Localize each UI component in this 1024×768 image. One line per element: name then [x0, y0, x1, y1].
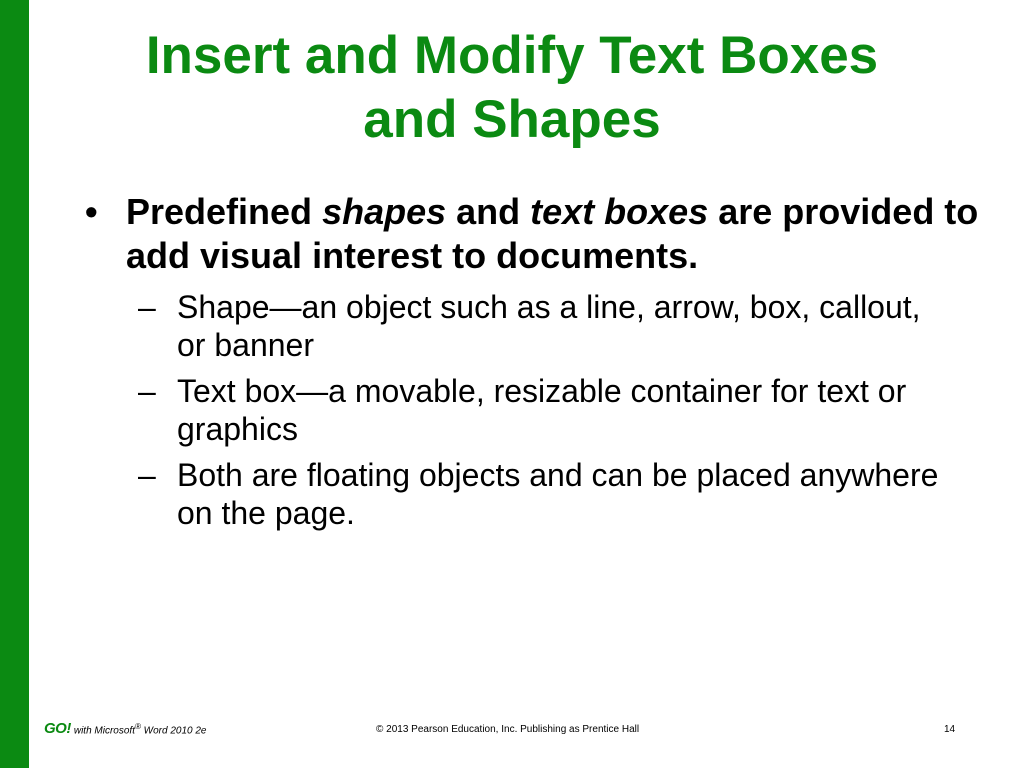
- sub-bullet-text-box: [80, 372, 957, 448]
- main-bullet-text-2: and: [446, 191, 531, 232]
- main-bullet-emphasis-shapes: shapes: [322, 191, 447, 232]
- sub-bullet-marker: –: [138, 373, 156, 409]
- footer-brand: [44, 721, 206, 737]
- main-bullet: [80, 190, 980, 278]
- footer-product: [74, 722, 207, 736]
- footer-product-suffix: Word 2010 2e: [140, 725, 207, 736]
- sub-bullet-text: Both are floating objects and can be placed anywhere on the page.: [177, 457, 939, 531]
- main-bullet-emphasis-text-boxes: text boxes: [530, 191, 709, 232]
- sub-bullet-list: [80, 288, 980, 532]
- footer-product-prefix: with Microsoft: [73, 725, 135, 736]
- slide-title-line-2: and Shapes: [363, 90, 661, 149]
- sub-bullet-shape: [80, 288, 957, 364]
- main-bullet-text-3: are provided to add visual interest to documents.: [126, 191, 979, 276]
- sub-bullet-floating: [80, 456, 957, 532]
- go-logo: GO!: [44, 720, 71, 737]
- slide-footer: [0, 720, 1024, 740]
- slide-body: [80, 190, 980, 540]
- slide-title: [40, 24, 984, 152]
- registered-mark: ®: [134, 721, 141, 731]
- sub-bullet-marker: –: [138, 289, 156, 325]
- sub-bullet-marker: –: [138, 457, 156, 493]
- footer-copyright: © 2013 Pearson Education, Inc. Publishing as Prentice Hall: [376, 724, 640, 735]
- slide-title-line-1: Insert and Modify Text Boxes: [145, 26, 879, 85]
- page-number: 14: [944, 724, 956, 735]
- main-bullet-text-1: Predefined: [126, 191, 323, 232]
- sub-bullet-text: Shape—an object such as a line, arrow, box, callout, or banner: [177, 289, 921, 363]
- left-accent-bar: [0, 0, 29, 768]
- bullet-marker: •: [85, 191, 98, 232]
- sub-bullet-text: Text box—a movable, resizable container for text or graphics: [177, 373, 907, 447]
